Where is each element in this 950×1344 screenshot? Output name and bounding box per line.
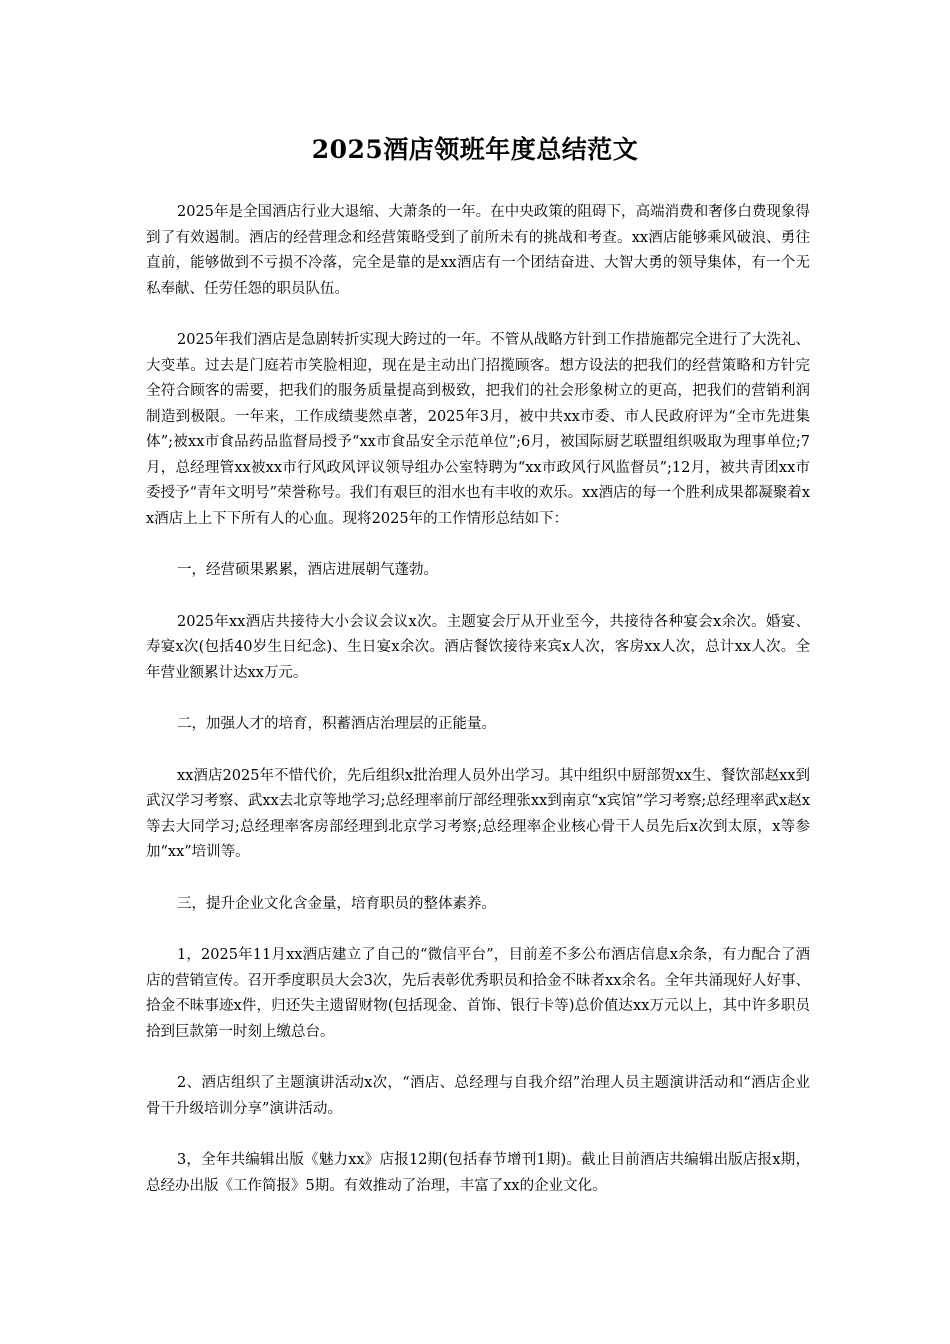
paragraph-culture-1: 1，2025年11月xx酒店建立了自己的“微信平台”，目前差不多公布酒店信息x余条，有力配合了酒店的营销宣传。召开季度职员大会3次，先后表彰优秀职员和拾金不昧者xx余名。全年共涌现好人好事、拾金不昧事迹x件，归还失主遗留财物(包括现金、首饰、银行卡等)总价值达xx万元以上，其中许多职员拾到巨款第一时刻上缴总台。: [146, 947, 810, 1040]
section-heading-2: 二，加强人才的培育，积蓄酒店治理层的正能量。: [177, 716, 496, 732]
section-heading-1: 一，经营硕果累累，酒店进展朝气蓬勃。: [177, 562, 438, 578]
document-body: [146, 200, 810, 1225]
paragraph-intro: 2025年是全国酒店行业大退缩、大萧条的一年。在中央政策的阻碍下，高端消费和奢侈白费现象得到了有效遏制。酒店的经营理念和经营策略受到了前所未有的挑战和考查。xx酒店能够乘风破浪、勇往直前，能够做到不亏损不冷落，完全是靠的是xx酒店有一个团结奋进、大智大勇的领导集体，有一个无私奉献、任劳任怨的职员队伍。: [146, 204, 810, 297]
paragraph-culture-2: 2、酒店组织了主题演讲活动x次，“酒店、总经理与自我介绍”治理人员主题演讲活动和“酒店企业骨干升级培训分享”演讲活动。: [146, 1075, 810, 1117]
paragraph-culture-3: 3，全年共编辑出版《魅力xx》店报12期(包括春节增刊1期)。截止目前酒店共编辑出版店报x期，总经办出版《工作简报》5期。有效推动了治理，丰富了xx的企业文化。: [146, 1152, 810, 1194]
section-heading-3: 三，提升企业文化含金量，培育职员的整体素养。: [177, 895, 496, 912]
document-title: 2025酒店领班年度总结范文: [311, 135, 639, 164]
paragraph-achievements: 2025年我们酒店是急剧转折实现大跨过的一年。不管从战略方针到工作措施都完全进行了大洗礼、大变革。过去是门庭若市笑脸相迎，现在是主动出门招揽顾客。想方设法的把我们的经营策略和方针完全符合顾客的需要，把我们的服务质量提高到极致，把我们的社会形象树立的更高，把我们的营销利润制造到极限。一年来，工作成绩斐然卓著，2025年3月，被中共xx市委、市人民政府评为“全市先进集体”;被xx市食品药品监督局授予“xx市食品安全示范单位”;6月，被国际厨艺联盟组织吸取为理事单位;7月，总经理管xx被xx市行风政风评议领导组办公室特聘为“xx市政风行风监督员”;12月，被共青团xx市委授予“青年文明号”荣誉称号。我们有艰巨的泪水也有丰收的欢乐。xx酒店的每一个胜利成果都凝聚着xx酒店上上下下所有人的心血。现将2025年的工作情形总结如下：: [146, 332, 810, 527]
paragraph-operations: 2025年xx酒店共接待大小会议会议x次。主题宴会厅从开业至今，共接待各种宴会x余次。婚宴、寿宴x次(包括40岁生日纪念)、生日宴x余次。酒店餐饮接待来宾x人次，客房xx人次，总计xx人次。全年营业额累计达xx万元。: [146, 613, 810, 681]
paragraph-training: xx酒店2025年不惜代价，先后组织x批治理人员外出学习。其中组织中厨部贺xx生、餐饮部赵xx到武汉学习考察、武xx去北京等地学习;总经理率前厅部经理张xx到南京“x宾馆”学习考察;总经理率武x赵x等去大同学习;总经理率客房部经理到北京学习考察;总经理率企业核心骨干人员先后x次到太原，x等参加“xx”培训等。: [146, 767, 810, 860]
